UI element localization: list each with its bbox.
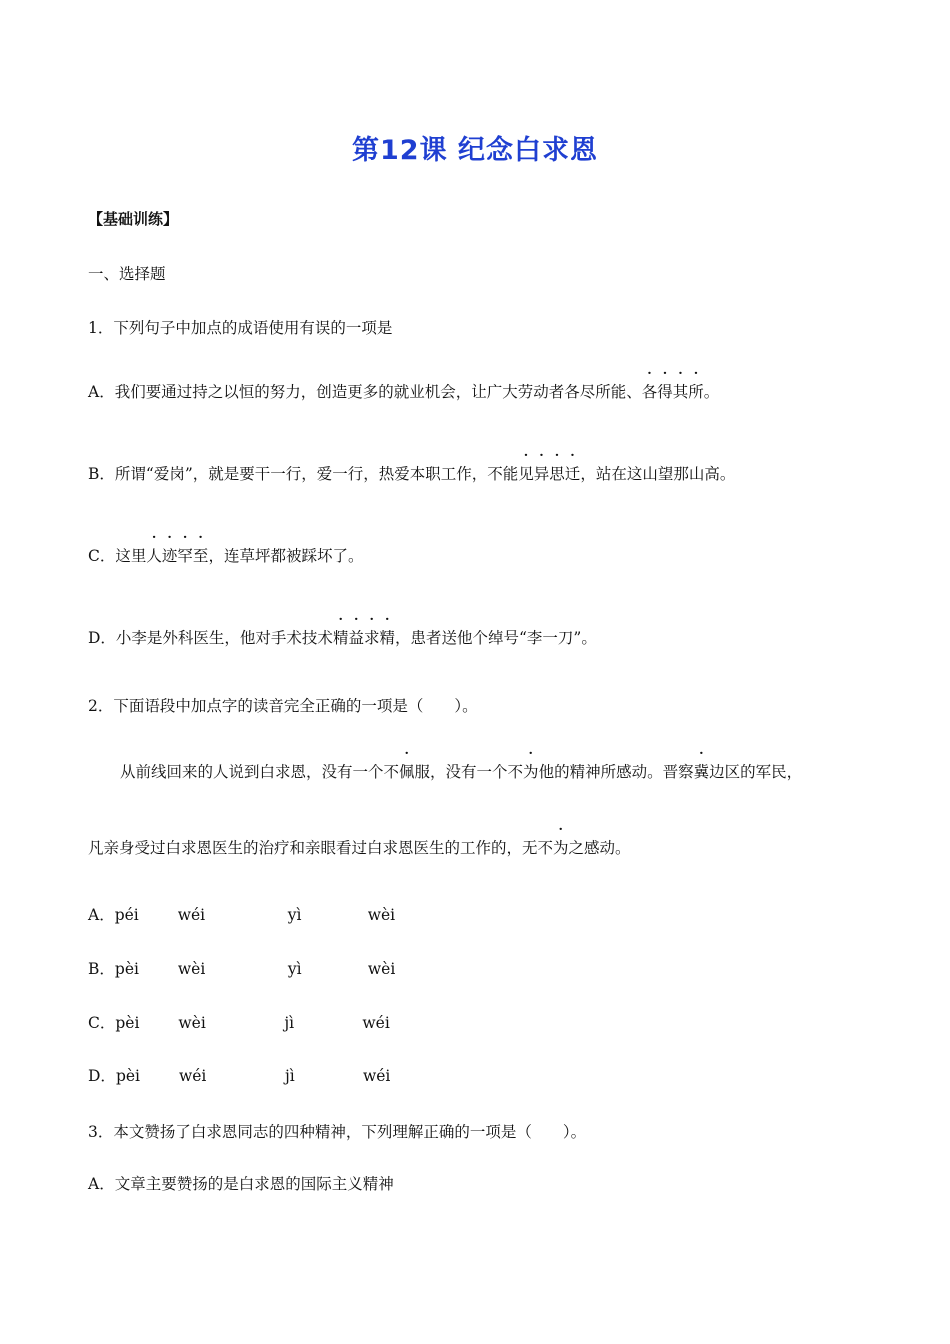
pinyin: pèi bbox=[114, 960, 139, 978]
question-1-option-a bbox=[88, 380, 719, 402]
option-text: B．所谓“爱岗”，就是要干一行，爱一行，热爱本职工作，不能 bbox=[88, 465, 519, 483]
emphasis-dot-char: 罕 bbox=[177, 547, 193, 565]
section-label: 【基础训练】 bbox=[88, 210, 179, 228]
dotted-idiom bbox=[642, 383, 704, 401]
page-title: 第12课 纪念白求恩 bbox=[352, 135, 598, 166]
pinyin: wéi bbox=[362, 1014, 390, 1032]
emphasis-dot-char: 为 bbox=[553, 839, 569, 857]
pinyin: jì bbox=[284, 1067, 295, 1085]
passage-line-1 bbox=[120, 760, 802, 782]
emphasis-dot-char: 精 bbox=[332, 629, 349, 647]
option-text: A．我们要通过持之以恒的努力，创造更多的就业机会，让广大劳动者各尽所能、 bbox=[88, 383, 642, 401]
option-text-end: ，连草坪都被踩坏了。 bbox=[208, 547, 364, 565]
pinyin: péi bbox=[114, 906, 139, 924]
question-1-stem: 1．下列句子中加点的成语使用有误的一项是 bbox=[88, 319, 393, 337]
question-2-stem: 2．下面语段中加点字的读音完全正确的一项是（ ）。 bbox=[88, 697, 478, 715]
pinyin: wéi bbox=[178, 1067, 207, 1085]
option-text-end: 。 bbox=[703, 383, 720, 401]
pinyin: wéi bbox=[362, 1067, 391, 1085]
option-text: C．这里 bbox=[88, 547, 147, 565]
pinyin: wèi bbox=[367, 906, 396, 924]
emphasis-dot-char: 异 bbox=[533, 465, 550, 483]
option-label: B． bbox=[88, 960, 115, 978]
option-label: D． bbox=[88, 1067, 116, 1085]
emphasis-dot-char: 迁 bbox=[564, 465, 581, 483]
passage-text: 他的精神所感动。晋察 bbox=[538, 763, 694, 781]
emphasis-dot-char: 见 bbox=[518, 465, 534, 483]
dotted-char bbox=[399, 763, 415, 781]
dotted-char bbox=[694, 763, 710, 781]
dotted-idiom bbox=[518, 465, 580, 483]
question-2-option-b bbox=[88, 957, 395, 979]
dotted-char bbox=[553, 839, 569, 857]
dotted-char bbox=[523, 763, 539, 781]
question-3-stem: 3．本文赞扬了白求恩同志的四种精神，下列理解正确的一项是（ ）。 bbox=[88, 1123, 587, 1141]
option-label: A． bbox=[88, 906, 115, 924]
option-label: C． bbox=[88, 1014, 116, 1032]
dotted-idiom bbox=[333, 629, 395, 647]
pinyin: pèi bbox=[115, 1067, 140, 1085]
question-3-option-a: A．文章主要赞扬的是白求恩的国际主义精神 bbox=[88, 1175, 394, 1193]
question-2-option-a bbox=[88, 903, 395, 925]
emphasis-dot-char: 人 bbox=[146, 547, 162, 565]
pinyin: jì bbox=[284, 1014, 295, 1032]
pinyin: wèi bbox=[177, 960, 206, 978]
question-1-option-b bbox=[88, 462, 735, 484]
pinyin: wèi bbox=[178, 1014, 206, 1032]
emphasis-dot-char: 各 bbox=[641, 383, 658, 401]
passage-line-2 bbox=[88, 836, 631, 858]
passage-text: 凡亲身受过白求恩医生的治疗和亲眼看过白求恩医生的工作的，无不 bbox=[88, 839, 554, 857]
emphasis-dot-char: 所 bbox=[688, 383, 704, 401]
dotted-idiom bbox=[146, 547, 208, 565]
emphasis-dot-char: 得 bbox=[657, 383, 673, 401]
question-2-option-d bbox=[88, 1064, 390, 1086]
passage-text: 服，没有一个不 bbox=[414, 763, 524, 781]
pinyin: wéi bbox=[177, 906, 206, 924]
emphasis-dot-char: 至 bbox=[192, 547, 209, 565]
pinyin: pèi bbox=[115, 1014, 140, 1032]
option-text-end: ，站在这山望那山高。 bbox=[580, 465, 736, 483]
emphasis-dot-char: 其 bbox=[672, 383, 689, 401]
emphasis-dot-char: 为 bbox=[523, 763, 539, 781]
part-label: 一、选择题 bbox=[88, 265, 166, 283]
emphasis-dot-char: 求 bbox=[363, 629, 380, 647]
passage-text: 从前线回来的人说到白求恩，没有一个不 bbox=[120, 763, 400, 781]
pinyin: yì bbox=[287, 960, 302, 978]
emphasis-dot-char: 益 bbox=[348, 629, 364, 647]
emphasis-dot-char: 迹 bbox=[161, 547, 178, 565]
emphasis-dot-char: 佩 bbox=[399, 763, 415, 781]
pinyin: yì bbox=[287, 906, 302, 924]
emphasis-dot-char: 思 bbox=[549, 465, 565, 483]
passage-text: 之感动。 bbox=[568, 839, 631, 857]
emphasis-dot-char: 精 bbox=[379, 629, 395, 647]
option-text: D．小李是外科医生，他对手术技术 bbox=[88, 629, 333, 647]
option-text-end: ，患者送他个绰号“李一刀”。 bbox=[395, 629, 597, 647]
question-1-option-d bbox=[88, 626, 597, 648]
pinyin: wèi bbox=[367, 960, 396, 978]
emphasis-dot-char: 冀 bbox=[693, 763, 710, 781]
question-2-option-c bbox=[88, 1011, 390, 1033]
question-1-option-c bbox=[88, 544, 363, 566]
passage-text: 边区的军民， bbox=[709, 763, 803, 781]
